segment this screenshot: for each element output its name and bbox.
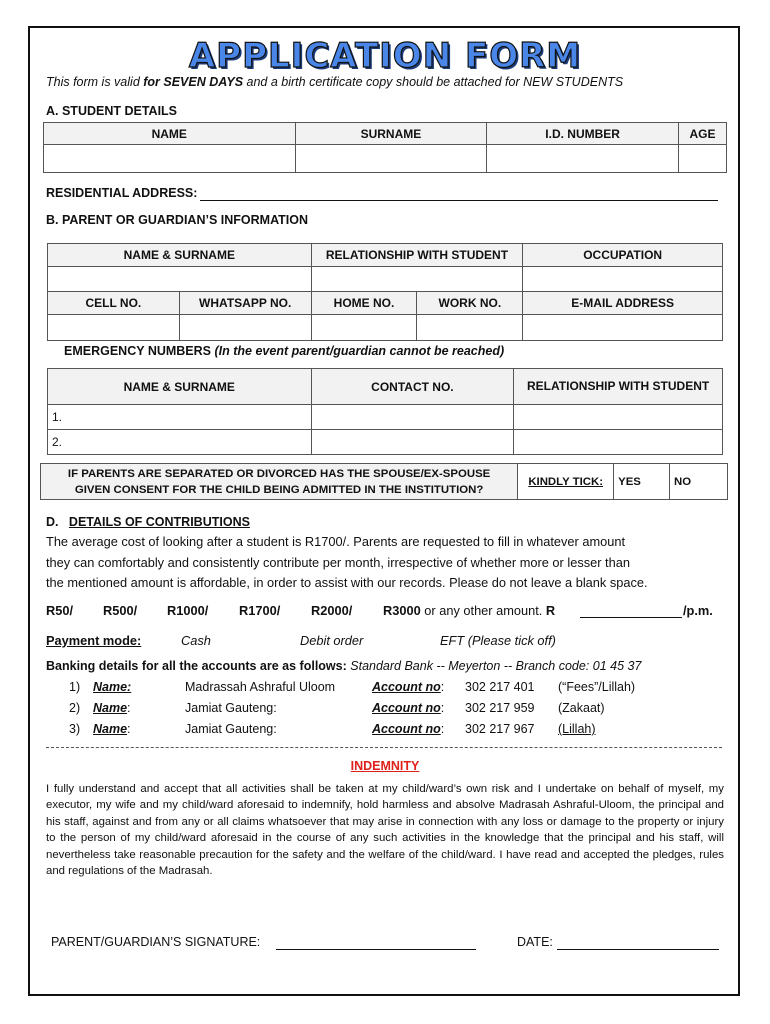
col-emergency-contact: CONTACT NO.: [311, 369, 514, 405]
col-whatsapp: WHATSAPP NO.: [179, 292, 311, 315]
payment-cash[interactable]: Cash: [181, 633, 211, 648]
account-2-acc: 302 217 959: [465, 701, 535, 715]
section-a-heading: A. STUDENT DETAILS: [46, 104, 178, 118]
cell-field[interactable]: [48, 315, 180, 341]
account-3-acc: 302 217 967: [465, 722, 535, 736]
indemnity-text: I fully understand and accept that all activities shall be taken at my child/ward’s own risk and I undertake on behalf of myself, my executor, my wife and my child/ward aforesaid to indemnify, hold harmless and absolve Madrasah Ashraful-Uloom, the principal and his staff, against and from any or all claims whatsoever that may arise in connection with any loss or damage to the property or injury to the person of my child/ward aforesaid in the course of any such activities in the knowledge that the principal and his staff, will nevertheless take reasonable precaution for the safety and the welfare of the child/ward. I have read and accepted the pledges, rules and regulations of the Madrasah.: [46, 783, 724, 878]
indemnity-heading-wrap: [0, 759, 770, 773]
occupation-field[interactable]: [523, 267, 723, 292]
col-surname: SURNAME: [295, 123, 487, 145]
address-label: RESIDENTIAL ADDRESS:: [46, 186, 198, 200]
payment-mode-label: Payment mode:: [46, 633, 142, 648]
consent-table: [40, 463, 728, 500]
student-name-field[interactable]: [44, 145, 296, 173]
other-amount-field[interactable]: [580, 617, 682, 618]
intro-text: This form is valid for SEVEN DAYS and a birth certificate copy should be attached for NEW STUDENTS: [46, 75, 624, 89]
amount-r1000[interactable]: R1000/: [167, 603, 209, 618]
emergency-row-1[interactable]: 1.: [48, 405, 312, 430]
emergency-relationship-1[interactable]: [514, 405, 723, 430]
col-id-number: I.D. NUMBER: [487, 123, 679, 145]
home-field[interactable]: [311, 315, 417, 341]
date-field[interactable]: [557, 949, 719, 950]
address-field[interactable]: [200, 200, 718, 201]
parent-info-table: [47, 243, 723, 341]
emergency-relationship-2[interactable]: [514, 430, 723, 455]
signature-label: PARENT/GUARDIAN’S SIGNATURE:: [51, 935, 261, 949]
form-title: APPLICATION FORM: [188, 36, 582, 76]
emergency-contact-2[interactable]: [311, 430, 514, 455]
section-d-heading: D. DETAILS OF CONTRIBUTIONS: [46, 515, 250, 529]
banking-details: Banking details for all the accounts are as follows: Standard Bank -- Meyerton -- Branch code: 01 45 37: [46, 659, 642, 673]
divider: [46, 747, 722, 748]
account-1-acc: 302 217 401: [465, 680, 535, 694]
emergency-contact-1[interactable]: [311, 405, 514, 430]
amount-r50[interactable]: R50/: [46, 603, 74, 618]
account-3-note: (Lillah): [558, 722, 596, 736]
col-age: AGE: [679, 123, 727, 145]
account-2-name-label: Name:: [93, 701, 131, 715]
account-3-name: Jamiat Gauteng:: [185, 722, 277, 736]
indemnity-heading: INDEMNITY: [350, 759, 420, 773]
account-1-name: Madrassah Ashraful Uloom: [185, 680, 336, 694]
work-field[interactable]: [417, 315, 523, 341]
account-1-number: 1): [69, 680, 81, 694]
col-name: NAME: [44, 123, 296, 145]
col-relationship: RELATIONSHIP WITH STUDENT: [311, 244, 523, 267]
student-id-field[interactable]: [487, 145, 679, 173]
account-2-acc-label: Account no:: [372, 701, 445, 715]
col-work: WORK NO.: [417, 292, 523, 315]
account-2-number: 2): [69, 701, 81, 715]
col-cell: CELL NO.: [48, 292, 180, 315]
amount-r1700[interactable]: R1700/: [239, 603, 281, 618]
emergency-row-2[interactable]: 2.: [48, 430, 312, 455]
payment-debit-order[interactable]: Debit order: [300, 633, 364, 648]
account-2-note: (Zakaat): [558, 701, 605, 715]
col-emergency-name: NAME & SURNAME: [48, 369, 312, 405]
account-1-name-label: Name:: [93, 680, 132, 694]
whatsapp-field[interactable]: [179, 315, 311, 341]
col-parent-name: NAME & SURNAME: [48, 244, 312, 267]
account-3-number: 3): [69, 722, 81, 736]
account-1-note: (“Fees”/Lillah): [558, 680, 636, 694]
col-home: HOME NO.: [311, 292, 417, 315]
account-2-name: Jamiat Gauteng:: [185, 701, 277, 715]
amount-r2000[interactable]: R2000/: [311, 603, 353, 618]
relationship-field[interactable]: [311, 267, 523, 292]
amount-other-row: R3000 or any other amount. R: [383, 603, 556, 618]
date-label: DATE:: [517, 935, 553, 949]
amount-r500[interactable]: R500/: [103, 603, 138, 618]
emergency-heading: EMERGENCY NUMBERS (In the event parent/guardian cannot be reached): [64, 344, 505, 358]
per-month-label: /p.m.: [683, 603, 713, 618]
signature-field[interactable]: [276, 949, 476, 950]
payment-eft[interactable]: EFT (Please tick off): [440, 633, 556, 648]
account-3-acc-label: Account no:: [372, 722, 445, 736]
student-surname-field[interactable]: [295, 145, 487, 173]
no-checkbox[interactable]: NO: [670, 464, 728, 500]
consent-question: IF PARENTS ARE SEPARATED OR DIVORCED HAS THE SPOUSE/EX-SPOUSE GIVEN CONSENT FOR THE CHILD BEING ADMITTED IN THE INSTITUTION?: [41, 464, 518, 500]
parent-name-field[interactable]: [48, 267, 312, 292]
student-details-table: [43, 122, 727, 173]
col-occupation: OCCUPATION: [523, 244, 723, 267]
kindly-tick-label: KINDLY TICK:: [518, 464, 614, 500]
account-3-name-label: Name:: [93, 722, 131, 736]
col-emergency-relationship: RELATIONSHIP WITH STUDENT: [514, 369, 723, 405]
section-b-heading: B. PARENT OR GUARDIAN’S INFORMATION: [46, 213, 309, 227]
emergency-table: [47, 368, 723, 455]
account-1-acc-label: Account no:: [372, 680, 445, 694]
student-age-field[interactable]: [679, 145, 727, 173]
yes-checkbox[interactable]: YES: [614, 464, 670, 500]
col-email: E-MAIL ADDRESS: [523, 292, 723, 315]
contributions-paragraph: The average cost of looking after a student is R1700/. Parents are requested to fill in whatever amount they can comfortably and consistently contribute per month, irrespective of whether more or lesser than the mentioned amount is affordable, in order to assist with our records. Please do not leave a blank space.: [46, 534, 648, 590]
email-field[interactable]: [523, 315, 723, 341]
